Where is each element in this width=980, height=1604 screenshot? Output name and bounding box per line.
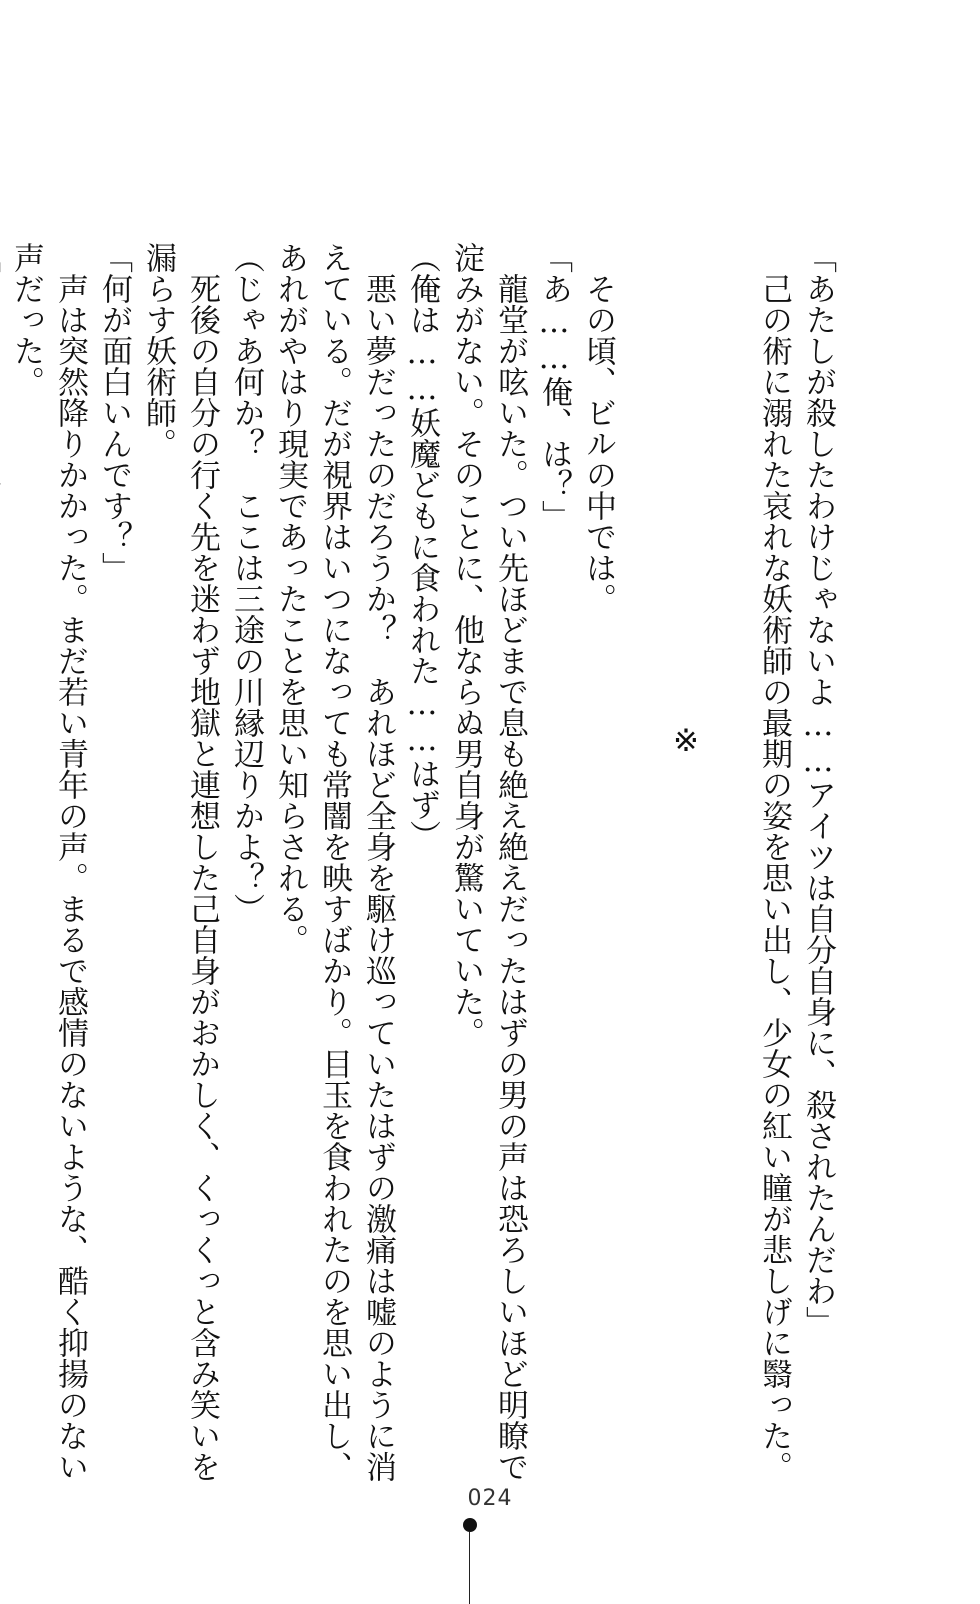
text-line: 漏らす妖術師。 bbox=[140, 242, 176, 459]
text-line: 声は突然降りかかった。まだ若い青年の声。まるで感情のないような、酷く抑揚のない bbox=[52, 273, 88, 1482]
page-number: 024 bbox=[467, 1486, 513, 1511]
text-line: （じゃあ何か？ ここは三途の川縁辺りかよ？） bbox=[228, 242, 264, 924]
blank-line bbox=[708, 242, 752, 1322]
page-marker-dot bbox=[463, 1518, 477, 1532]
text-line: 己の術に溺れた哀れな妖術師の最期の姿を思い出し、少女の紅い瞳が悲しげに翳った。 bbox=[756, 273, 792, 1482]
text-line: 悪い夢だったのだろうか？ あれほど全身を駆け巡っていたはずの激痛は嘘のように消 bbox=[360, 273, 396, 1482]
page-marker-line bbox=[469, 1532, 470, 1604]
text-line: えている。だが視界はいつになっても常闇を映すばかり。目玉を食われたのを思い出し、 bbox=[316, 242, 352, 1482]
novel-body-text bbox=[0, 242, 840, 1482]
text-line: 「あたしが殺したわけじゃないよ……アイツは自分自身に、殺されたんだわ」 bbox=[800, 242, 836, 1337]
scene-separator-mark: ※ bbox=[668, 722, 704, 759]
text-line: 淀みがない。そのことに、他ならぬ男自身が驚いていた。 bbox=[448, 242, 484, 1048]
text-line: 死後の自分の行く先を迷わず地獄と連想した己自身がおかしく、くっくっと含み笑いを bbox=[184, 273, 220, 1482]
text-line: 龍堂が呟いた。つい先ほどまで息も絶え絶えだったはずの男の声は恐ろしいほど明瞭で bbox=[492, 273, 528, 1482]
text-line: 「何が面白いんです？」 bbox=[96, 242, 132, 583]
blank-line bbox=[620, 242, 664, 1322]
text-line: その頃、ビルの中では。 bbox=[580, 273, 616, 614]
text-line: （俺は……妖魔どもに食われた……はず） bbox=[404, 242, 440, 851]
text-line: 声だった。 bbox=[8, 242, 44, 397]
text-line: 「あ……俺、は？」 bbox=[536, 242, 572, 531]
text-line: あれがやはり現実であったことを思い知らされる。 bbox=[272, 242, 308, 955]
text-line bbox=[0, 242, 4, 1322]
